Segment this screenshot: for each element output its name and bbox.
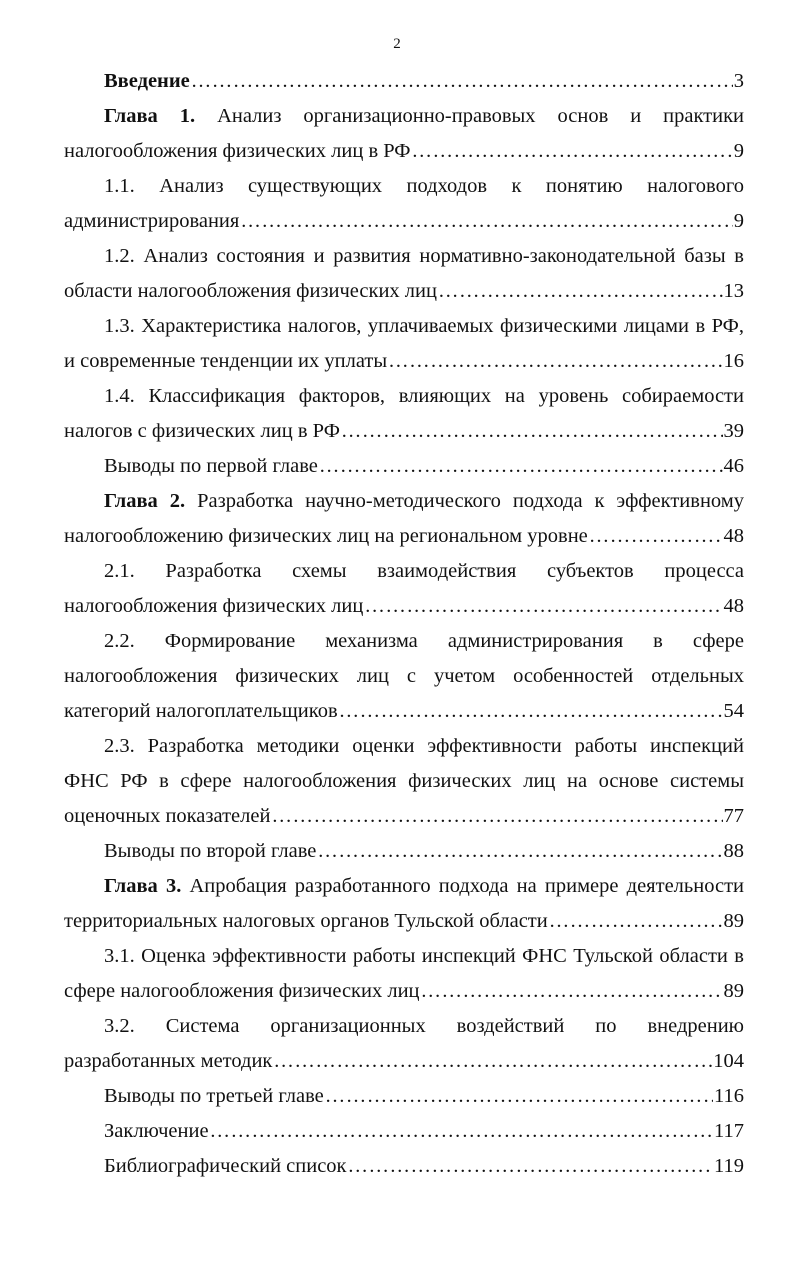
toc-page: 116 bbox=[714, 1085, 744, 1107]
toc-page: 54 bbox=[723, 700, 744, 722]
toc-title-cont: разработанных методик bbox=[64, 1050, 273, 1072]
toc-title-cont: налогообложению физических лиц на региональном уровне bbox=[64, 525, 588, 547]
toc-title: 2.2. Формирование механизма администрирования в сфере bbox=[104, 630, 744, 652]
toc-page: 48 bbox=[723, 525, 744, 547]
toc-title: 1.2. Анализ состояния и развития нормативно-законодательной базы в bbox=[104, 245, 744, 267]
toc-entry-conclusions-2[interactable] bbox=[64, 834, 744, 869]
toc-entry-introduction[interactable] bbox=[64, 64, 744, 99]
toc-page: 89 bbox=[723, 980, 744, 1002]
dot-leader bbox=[240, 204, 732, 239]
dot-leader bbox=[438, 274, 723, 309]
toc-title: Анализ организационно-правовых основ и практики bbox=[217, 105, 745, 127]
dot-leader bbox=[319, 449, 723, 484]
toc-page: 77 bbox=[723, 805, 744, 827]
toc-entry-chapter-1[interactable] bbox=[64, 99, 744, 169]
toc-entry-chapter-3[interactable] bbox=[64, 869, 744, 939]
toc-page: 46 bbox=[723, 455, 744, 477]
toc-page: 3 bbox=[733, 70, 744, 92]
dot-leader bbox=[421, 974, 723, 1009]
toc-title: Выводы по первой главе bbox=[104, 455, 318, 477]
toc-page: 48 bbox=[723, 595, 744, 617]
toc-title-cont: ФНС РФ в сфере налогообложения физических лиц на основе системы bbox=[64, 770, 744, 792]
toc-page: 119 bbox=[714, 1155, 744, 1177]
toc-entry-section-1-4[interactable] bbox=[64, 379, 744, 449]
toc-entry-section-2-3[interactable] bbox=[64, 729, 744, 834]
toc-title-cont: оценочных показателей bbox=[64, 805, 271, 827]
toc-title: 3.1. Оценка эффективности работы инспекций ФНС Тульской области в bbox=[104, 945, 744, 967]
table-of-contents bbox=[64, 64, 744, 1184]
dot-leader bbox=[341, 414, 723, 449]
dot-leader bbox=[210, 1114, 713, 1149]
toc-page: 88 bbox=[723, 840, 744, 862]
dot-leader bbox=[273, 1044, 712, 1079]
toc-title-cont: налогов с физических лиц в РФ bbox=[64, 420, 340, 442]
dot-leader bbox=[339, 694, 723, 729]
toc-entry-section-3-1[interactable] bbox=[64, 939, 744, 1009]
toc-title: 2.1. Разработка схемы взаимодействия субъектов процесса bbox=[104, 560, 744, 582]
toc-title-cont: сфере налогообложения физических лиц bbox=[64, 980, 420, 1002]
toc-title-cont: категорий налогоплательщиков bbox=[64, 700, 338, 722]
toc-page: 9 bbox=[733, 210, 744, 232]
toc-title: Библиографический список bbox=[104, 1155, 347, 1177]
toc-title-cont: и современные тенденции их уплаты bbox=[64, 350, 388, 372]
toc-title: Разработка научно-методического подхода к эффективному bbox=[197, 490, 745, 512]
toc-page: 117 bbox=[714, 1120, 744, 1142]
toc-entry-section-3-2[interactable] bbox=[64, 1009, 744, 1079]
toc-title-cont: территориальных налоговых органов Тульской области bbox=[64, 910, 548, 932]
toc-page: 89 bbox=[723, 910, 744, 932]
toc-entry-conclusions-3[interactable] bbox=[64, 1079, 744, 1114]
dot-leader bbox=[388, 344, 722, 379]
toc-title-cont: налогообложения физических лиц bbox=[64, 595, 364, 617]
toc-entry-chapter-2[interactable] bbox=[64, 484, 744, 554]
toc-page: 16 bbox=[723, 350, 744, 372]
toc-entry-conclusions-1[interactable] bbox=[64, 449, 744, 484]
toc-title-cont: области налогообложения физических лиц bbox=[64, 280, 437, 302]
chapter-label: Глава 1. bbox=[104, 105, 196, 127]
toc-title-cont: налогообложения физических лиц с учетом особенностей отдельных bbox=[64, 665, 744, 687]
toc-entry-section-2-1[interactable] bbox=[64, 554, 744, 624]
dot-leader bbox=[317, 834, 722, 869]
toc-page: 9 bbox=[733, 140, 744, 162]
page-number: 2 bbox=[393, 36, 401, 52]
dot-leader bbox=[271, 799, 722, 834]
toc-title: Апробация разработанного подхода на примере деятельности bbox=[189, 875, 745, 897]
toc-title-cont: налогообложения физических лиц в РФ bbox=[64, 140, 411, 162]
toc-entry-section-1-3[interactable] bbox=[64, 309, 744, 379]
toc-page: 13 bbox=[723, 280, 744, 302]
toc-entry-section-1-1[interactable] bbox=[64, 169, 744, 239]
toc-title: Выводы по третьей главе bbox=[104, 1085, 324, 1107]
toc-title: 2.3. Разработка методики оценки эффективности работы инспекций bbox=[104, 735, 744, 757]
toc-title: Выводы по второй главе bbox=[104, 840, 317, 862]
toc-page: 104 bbox=[713, 1050, 744, 1072]
toc-page: 39 bbox=[723, 420, 744, 442]
toc-entry-section-2-2[interactable] bbox=[64, 624, 744, 729]
chapter-label: Глава 3. bbox=[104, 875, 182, 897]
dot-leader bbox=[589, 519, 723, 554]
dot-leader bbox=[325, 1079, 713, 1114]
toc-entry-bibliography[interactable] bbox=[64, 1149, 744, 1184]
dot-leader bbox=[348, 1149, 713, 1184]
dot-leader bbox=[364, 589, 722, 624]
dot-leader bbox=[549, 904, 723, 939]
toc-title: 3.2. Система организационных воздействий по внедрению bbox=[104, 1015, 744, 1037]
dot-leader bbox=[412, 134, 733, 169]
toc-title: 1.3. Характеристика налогов, уплачиваемых физическими лицами в РФ, bbox=[104, 315, 744, 337]
chapter-label: Глава 2. bbox=[104, 490, 186, 512]
toc-title: Заключение bbox=[104, 1120, 209, 1142]
toc-entry-conclusion[interactable] bbox=[64, 1114, 744, 1149]
toc-title: 1.1. Анализ существующих подходов к понятию налогового bbox=[104, 175, 744, 197]
toc-title: Введение bbox=[104, 70, 190, 92]
toc-entry-section-1-2[interactable] bbox=[64, 239, 744, 309]
dot-leader bbox=[191, 64, 733, 99]
toc-title-cont: администрирования bbox=[64, 210, 240, 232]
toc-title: 1.4. Классификация факторов, влияющих на уровень собираемости bbox=[104, 385, 744, 407]
